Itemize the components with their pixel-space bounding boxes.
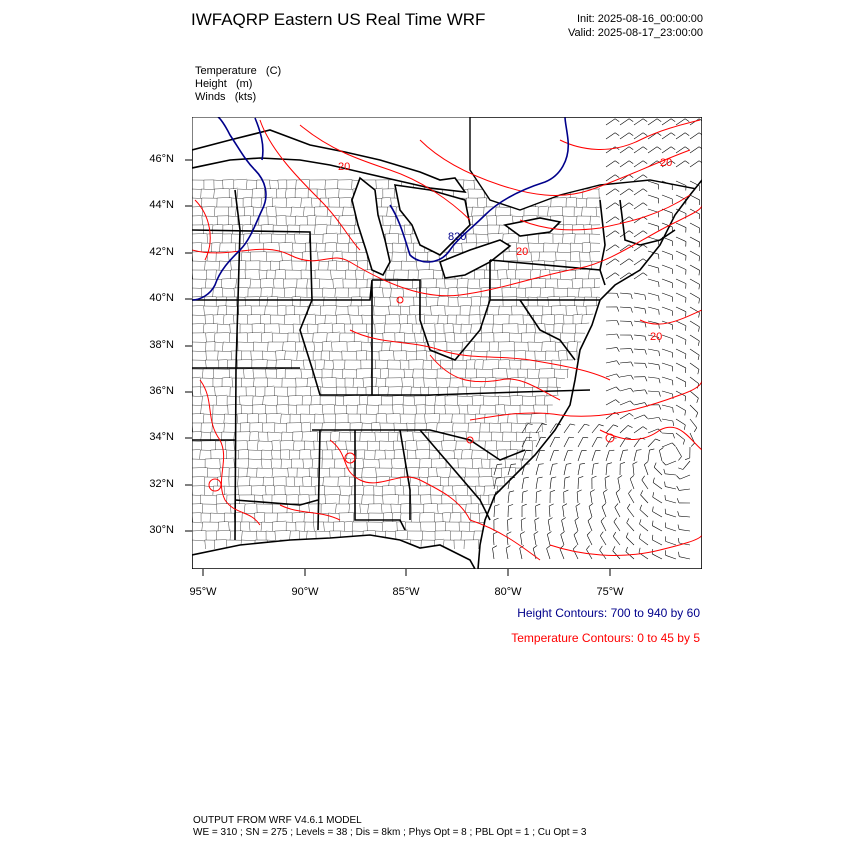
lat-label: 34°N xyxy=(149,431,174,443)
wind-barb xyxy=(634,189,643,195)
wind-barb xyxy=(648,223,658,226)
temperature-contours-legend: Temperature Contours: 0 to 45 by 5 xyxy=(511,631,700,645)
model-info-line1: OUTPUT FROM WRF V4.6.1 MODEL xyxy=(193,815,362,826)
lat-label: 32°N xyxy=(149,478,174,490)
model-info-line2: WE = 310 ; SN = 275 ; Levels = 38 ; Dis = 8km ; Phys Opt = 8 ; PBL Opt = 1 ; Cu Opt = 3 xyxy=(193,827,587,838)
wind-barb xyxy=(522,437,527,447)
wind-barb xyxy=(536,437,541,447)
field-label-winds: Winds (kts) xyxy=(195,91,257,103)
wind-barb xyxy=(620,259,629,265)
wind-barb xyxy=(662,195,672,199)
map-title: IWFAQRP Eastern US Real Time WRF xyxy=(191,10,486,29)
wind-barb xyxy=(634,245,643,251)
lat-label: 40°N xyxy=(149,292,174,304)
wind-barb xyxy=(606,273,615,279)
wind-barb xyxy=(648,237,659,240)
field-label-temperature: Temperature (C) xyxy=(195,65,282,77)
wind-barb xyxy=(606,259,615,265)
height-contour-label: 820 xyxy=(448,231,467,243)
wind-barb xyxy=(494,478,496,489)
lon-label: 85°W xyxy=(392,586,420,598)
wind-barb xyxy=(494,464,497,475)
wind-barb xyxy=(508,464,511,475)
wind-barb xyxy=(606,245,615,251)
lat-label: 36°N xyxy=(149,385,174,397)
wind-barb xyxy=(648,195,658,198)
lon-label: 90°W xyxy=(291,586,319,598)
lon-label: 80°W xyxy=(494,586,522,598)
wind-barb xyxy=(606,203,615,209)
lon-ticks xyxy=(203,569,610,576)
lat-label: 38°N xyxy=(149,339,174,351)
temperature-contour-label: 20 xyxy=(660,157,673,169)
temperature-contour-label: 20 xyxy=(516,246,529,258)
wind-barb xyxy=(634,203,643,209)
valid-time: Valid: 2025-08-17_23:00:00 xyxy=(568,27,703,39)
temperature-contour-label: 20 xyxy=(650,331,663,343)
init-time: Init: 2025-08-16_00:00:00 xyxy=(577,13,703,25)
wind-barb xyxy=(606,217,615,223)
lon-label: 75°W xyxy=(596,586,624,598)
temperature-contour-label: 20 xyxy=(338,161,351,173)
wind-barb xyxy=(634,231,643,237)
wind-barb xyxy=(536,424,542,433)
wind-barb xyxy=(522,424,528,433)
lat-label: 30°N xyxy=(149,524,174,536)
lat-ticks xyxy=(185,160,192,531)
height-contours-legend: Height Contours: 700 to 940 by 60 xyxy=(517,606,700,620)
lat-label: 42°N xyxy=(149,246,174,258)
wind-barb xyxy=(620,189,629,195)
lake-erie xyxy=(440,240,510,278)
lon-label: 95°W xyxy=(189,586,217,598)
lat-label: 46°N xyxy=(149,153,174,165)
field-label-height: Height (m) xyxy=(195,78,253,90)
wind-barb xyxy=(606,189,615,195)
wind-barb xyxy=(606,231,615,237)
wind-barb xyxy=(634,259,643,265)
lat-label: 44°N xyxy=(149,199,174,211)
wind-barb xyxy=(522,451,526,461)
